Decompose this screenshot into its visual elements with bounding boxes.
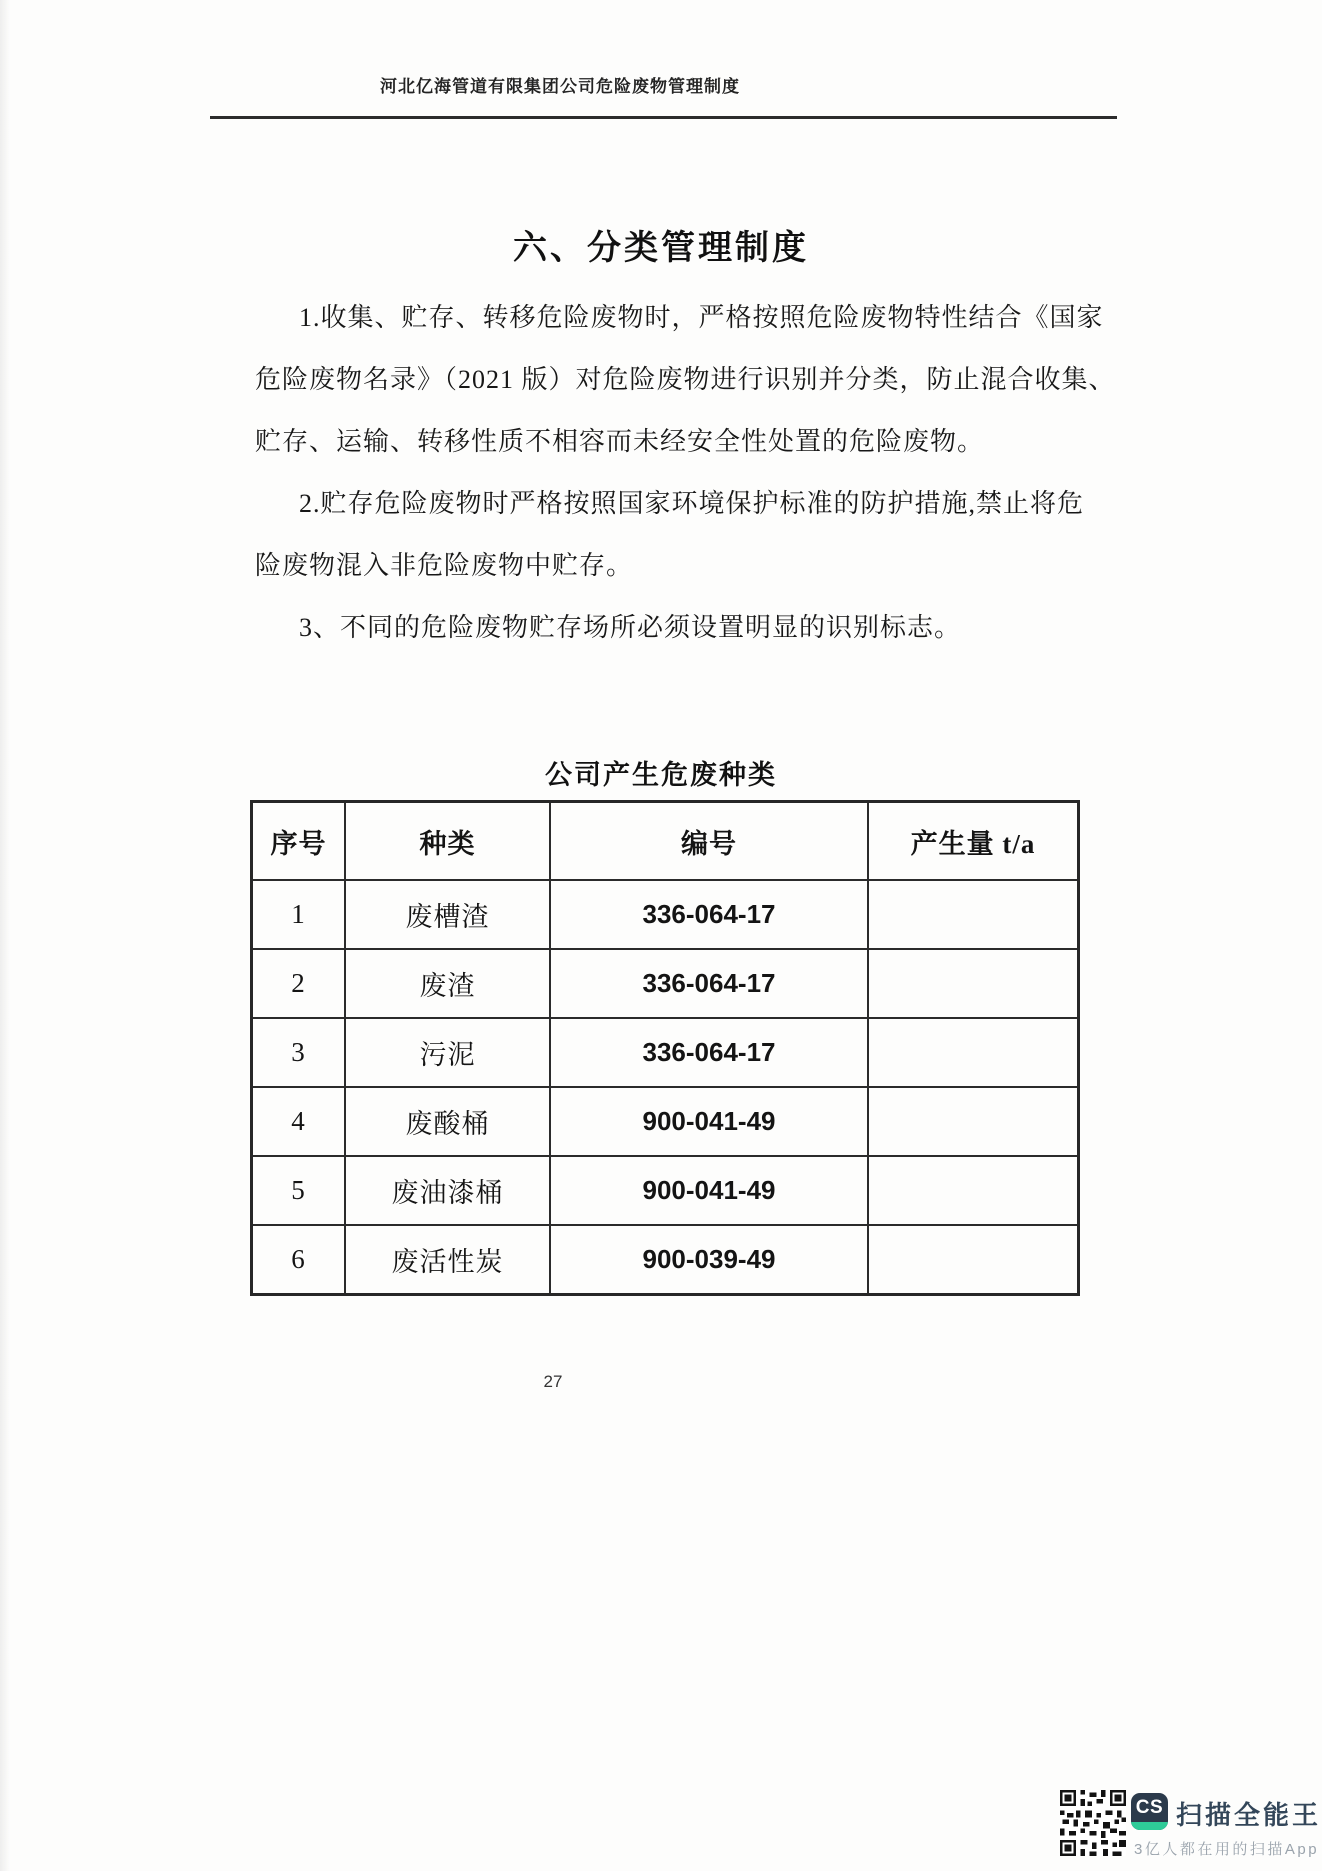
cell-type: 废酸桶 [346,1088,551,1155]
paragraph-1-line-2: 危险废物名录》（2021 版）对危险废物进行识别并分类，防止混合收集、 [255,365,1116,394]
cell-index: 5 [253,1157,346,1224]
paragraph-1-line-3: 贮存、运输、转移性质不相容而未经安全性处置的危险废物。 [255,427,985,456]
cell-type: 废渣 [346,950,551,1017]
table-row [253,1226,1077,1293]
cell-code: 900-041-49 [551,1157,869,1224]
cell-output [869,1226,1077,1293]
cell-code: 336-064-17 [551,950,869,1017]
qr-code-icon [1060,1790,1126,1856]
cell-output [869,1157,1077,1224]
table-row [253,950,1077,1019]
scanner-app-tagline: 3亿人都在用的扫描App [1134,1841,1320,1858]
header-rule [210,116,1117,119]
paragraph-2-line-2: 险废物混入非危险废物中贮存。 [255,551,634,580]
cell-type: 废油漆桶 [346,1157,551,1224]
scanner-watermark [1060,1788,1322,1866]
table-row [253,1157,1077,1226]
cell-code: 336-064-17 [551,881,869,948]
cell-index: 4 [253,1088,346,1155]
cell-code: 900-041-49 [551,1088,869,1155]
paragraph-3-line-1: 3、不同的危险废物贮存场所必须设置明显的识别标志。 [299,613,962,642]
cell-output [869,950,1077,1017]
cell-output [869,1088,1077,1155]
cell-index: 3 [253,1019,346,1086]
table-row [253,1088,1077,1157]
table-header-row [253,803,1077,881]
table-row [253,1019,1077,1088]
section-title: 六、分类管理制度 [513,230,809,267]
header-cell-index: 序号 [253,803,346,879]
paragraph-1-line-1: 1.收集、贮存、转移危险废物时，严格按照危险废物特性结合《国家 [299,303,1104,332]
document-header: 河北亿海管道有限集团公司危险废物管理制度 [380,77,740,96]
cell-index: 6 [253,1226,346,1293]
cell-output [869,1019,1077,1086]
document-body [255,287,1116,659]
cell-output [869,881,1077,948]
cell-type: 废活性炭 [346,1226,551,1293]
cell-code: 336-064-17 [551,1019,869,1086]
scanner-app-name: 扫描全能王 [1176,1800,1322,1830]
table-row [253,881,1077,950]
cell-index: 1 [253,881,346,948]
camscanner-logo-icon [1131,1793,1168,1830]
cell-type: 废槽渣 [346,881,551,948]
header-cell-code: 编号 [551,803,869,879]
cell-type: 污泥 [346,1019,551,1086]
paragraph-2-line-1: 2.贮存危险废物时严格按照国家环境保护标准的防护措施,禁止将危 [299,489,1085,518]
page-number: 27 [543,1372,563,1391]
header-cell-type: 种类 [346,803,551,879]
table-caption: 公司产生危废种类 [545,760,777,790]
cs-logo-accent-band [1131,1822,1168,1830]
cell-code: 900-039-49 [551,1226,869,1293]
header-cell-output: 产生量 t/a [910,828,1036,859]
cell-index: 2 [253,950,346,1017]
waste-types-table [250,800,1080,1296]
cs-logo-text: CS [1135,1796,1164,1818]
